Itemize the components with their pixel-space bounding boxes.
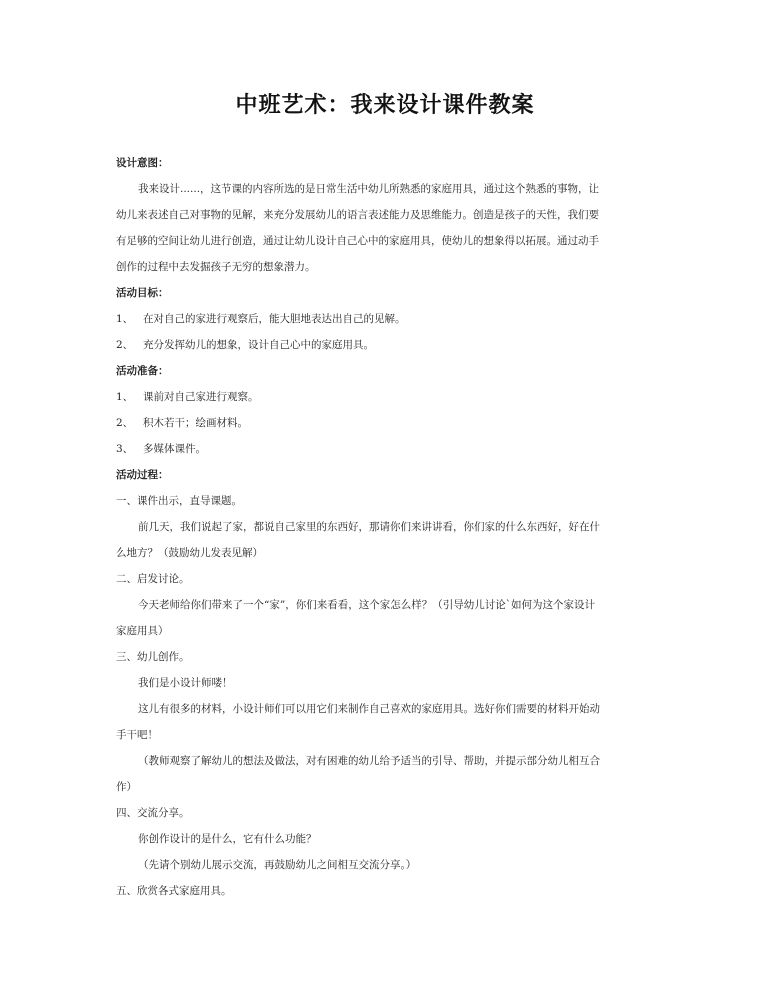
list-text: 课前对自己家进行观察。: [143, 391, 259, 403]
list-item: [116, 436, 661, 462]
paragraph-line: 有足够的空间让幼儿进行创造，通过让幼儿设计自己心中的家庭用具，使幼儿的想象得以拓展。通过动手: [116, 235, 599, 247]
step-heading: 三、幼儿创作。: [116, 651, 190, 663]
paragraph-line: 创作的过程中去发掘孩子无穷的想象潜力。: [116, 261, 316, 273]
list-text: 在对自己的家进行观察后，能大胆地表达出自己的见解。: [143, 313, 406, 325]
list-number: 1、: [116, 313, 134, 325]
section-heading-design-intent: 设计意图：: [116, 157, 169, 169]
list-number: 2、: [116, 417, 134, 429]
list-item: [116, 306, 661, 332]
paragraph-line: 手干吧！: [116, 729, 158, 741]
step-heading: 五、欣赏各式家庭用具。: [116, 885, 232, 897]
step-heading: 四、交流分享。: [116, 807, 190, 819]
list-item: [116, 410, 661, 436]
paragraph-line: 家庭用具）: [116, 625, 169, 637]
paragraph-line: 作）: [116, 781, 137, 793]
section-heading-preparation: 活动准备：: [116, 365, 169, 377]
section-heading-goals: 活动目标：: [116, 287, 169, 299]
paragraph-line: 前几天，我们说起了家，都说自己家里的东西好，那请你们来讲讲看，你们家的什么东西好，好在什: [138, 521, 600, 533]
section-heading-process: 活动过程：: [116, 469, 169, 481]
paragraph-line: （先请个别幼儿展示交流，再鼓励幼儿之间相互交流分享。）: [138, 859, 417, 871]
paragraph-line: 今天老师给你们带来了一个“家”，你们来看看，这个家怎么样？（引导幼儿讨论`如何为这个家设计: [138, 599, 595, 611]
paragraph-line: 幼儿来表述自己对事物的见解，来充分发展幼儿的语言表述能力及思维能力。创造是孩子的天性，我们要: [116, 209, 599, 221]
paragraph-line: （教师观察了解幼儿的想法及做法，对有困难的幼儿给予适当的引导、帮助，并提示部分幼儿相互合: [138, 755, 600, 767]
list-number: 2、: [116, 339, 134, 351]
list-text: 积木若干；绘画材料。: [143, 417, 248, 429]
step-heading: 一、课件出示，直导课题。: [116, 495, 242, 507]
list-item: [116, 332, 661, 358]
list-text: 多媒体课件。: [143, 443, 206, 455]
list-number: 1、: [116, 391, 134, 403]
document-title: 中班艺术：我来设计课件教案: [235, 92, 535, 118]
list-text: 充分发挥幼儿的想象，设计自己心中的家庭用具。: [143, 339, 374, 351]
document-body: [116, 150, 661, 904]
step-heading: 二、启发讨论。: [116, 573, 190, 585]
paragraph-line: 么地方？（鼓励幼儿发表见解）: [116, 547, 263, 559]
list-item: [116, 384, 661, 410]
list-number: 3、: [116, 443, 134, 455]
paragraph-line: 我来设计......，这节课的内容所选的是日常生活中幼儿所熟悉的家庭用具，通过这个熟悉的事物，让: [138, 183, 600, 195]
paragraph-line: 你创作设计的是什么，它有什么功能？: [138, 833, 317, 845]
paragraph-line: 这儿有很多的材料，小设计师们可以用它们来制作自己喜欢的家庭用具。选好你们需要的材料开始动: [138, 703, 600, 715]
paragraph-line: 我们是小设计师喽！: [138, 677, 233, 689]
